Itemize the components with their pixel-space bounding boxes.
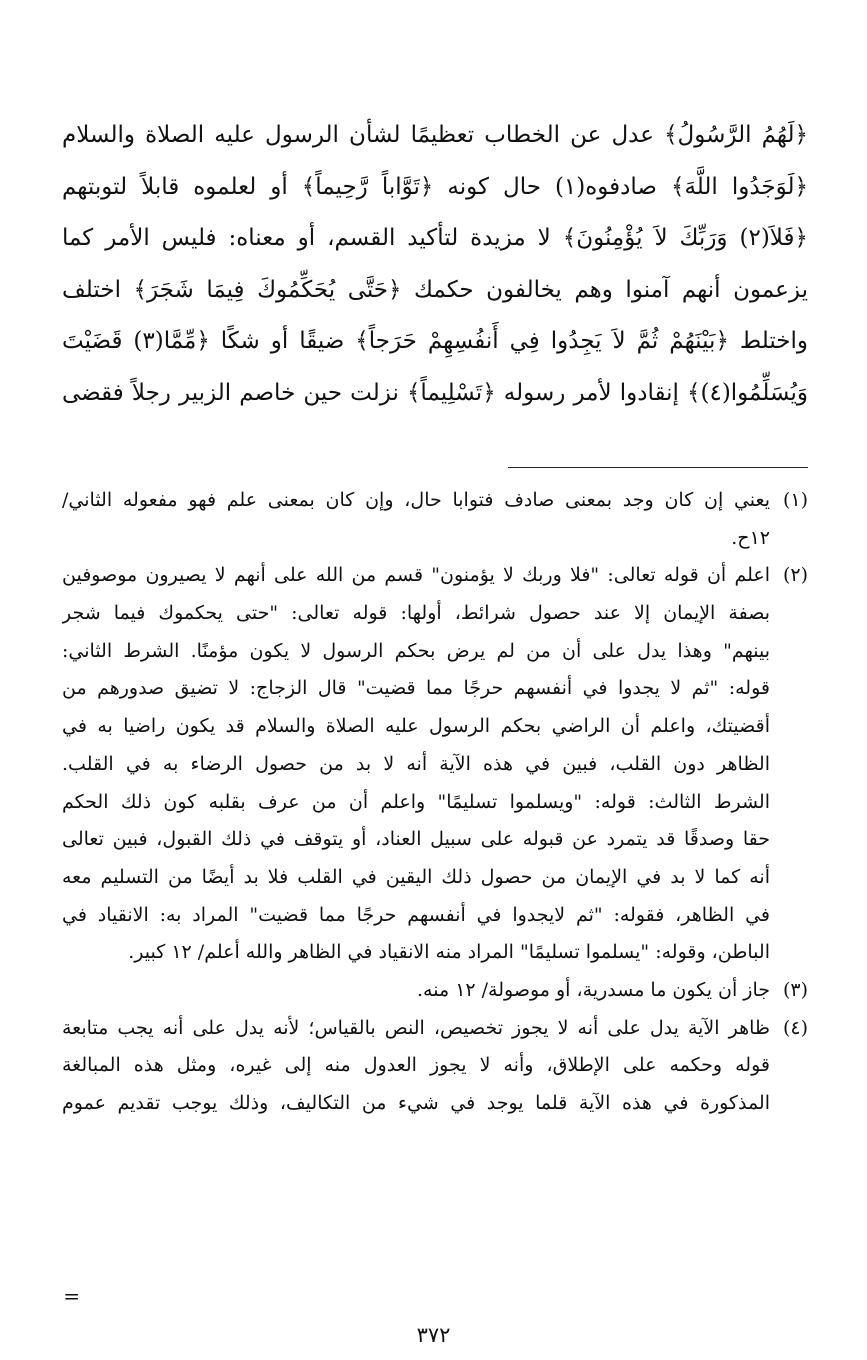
footnote-line: الشرط الثالث: قوله: "ويسلموا تسليمًا" واعلم أن من عرف بقلبه كون ذلك الحكم xyxy=(62,790,770,813)
continuation-mark: = xyxy=(63,1284,80,1308)
footnote-number: (٣) xyxy=(782,978,808,1001)
footnote-3 xyxy=(62,972,808,1010)
footnote-line: قوله وحكمه على الإطلاق، وأنه لا يجوز العدول منه إلى غيره، ومثل هذه المبالغة xyxy=(62,1054,770,1077)
footnote-1 xyxy=(62,482,808,557)
footnote-number: (٤) xyxy=(782,1016,808,1039)
footnotes xyxy=(62,482,808,1123)
main-text-line: ﴿فَلاَ(٢) وَرَبِّكَ لاَ يُؤْمِنُونَ﴾ لا مزيدة لتأكيد القسم، أو معناه: فليس الأمر كما xyxy=(62,225,808,251)
footnote-line: بصفة الإيمان إلا عند حصول شرائط، أولها: قوله تعالى: "حتى يحكموك فيما شجر xyxy=(62,602,770,625)
footnote-line: المذكورة في هذه الآية قلما يوجد في شيء من التكاليف، وذلك يوجب تقديم عموم xyxy=(62,1092,770,1114)
footnote-line: ظاهر الآية يدل على أنه لا يجوز تخصيص، النص بالقياس؛ لأنه يدل على أنه يجب متابعة xyxy=(62,1016,770,1039)
footnote-number: (١) xyxy=(782,489,808,511)
footnote-line: الظاهر دون القلب، فبين في هذه الآية أنه لا بد من حصول الرضاء به في القلب. xyxy=(62,752,770,775)
page-number: ٣٧٢ xyxy=(416,1323,451,1347)
main-text-line: ﴿لَوَجَدُوا اللَّهَ﴾ صادفوه(١) حال كونه ﴿تَوَّاباً رَّحِيماً﴾ أو لعلموه قابلاً لتوبتهم xyxy=(62,173,808,200)
footnote-line: اعلم أن قوله تعالى: "فلا وربك لا يؤمنون" قسم من الله على أنهم لا يصيرون موصوفين xyxy=(62,564,770,587)
footnote-line: جاز أن يكون ما مسدرية، أو موصولة/ ١٢ منه. xyxy=(417,978,770,1001)
footnote-line: في الظاهر، فقوله: "ثم لايجدوا في أنفسهم حرجًا مما قضيت" المراد به: الانقياد في xyxy=(62,903,770,926)
footnote-line: بينهم" وهذا يدل على أن من لم يرض بحكم الرسول لا يكون مؤمنًا. الشرط الثاني: xyxy=(62,639,770,662)
footnote-line: أقضيتك، واعلم أن الراضي بحكم الرسول عليه الصلاة والسلام قد يكون راضيا به في xyxy=(62,715,770,738)
footnote-line: ١٢ح. xyxy=(731,526,770,549)
footnote-line: الباطن، وقوله: "يسلموا تسليمًا" المراد منه الانقياد في الظاهر والله أعلم/ ١٢ كبير. xyxy=(128,941,770,964)
footnote-line: أنه كما لا بد في الإيمان من حصول ذلك اليقين في القلب فلا بد أيضًا من التسليم معه xyxy=(62,865,770,888)
footnote-line: حقا وصدقًا قد يتمرد عن قبوله على سبيل العناد، أو يتوقف في ذلك القبول، فبين تعالى xyxy=(62,828,770,851)
main-text-line: واختلط ﴿بَيْنَهُمْ ثُمَّ لاَ يَجِدُوا فِي أَنفُسِهِمْ حَرَجاً﴾ ضيقًا أو شكًا ﴿مِّمَّا(٣) قَضَيْتَ xyxy=(62,328,808,354)
footnote-2 xyxy=(62,557,808,972)
main-text-line: وَيُسَلِّمُوا(٤)﴾ إنقادوا لأمر رسوله ﴿تَسْلِيماً﴾ نزلت حين خاصم الزبير رجلاً فقضى xyxy=(62,379,808,406)
footnote-separator xyxy=(508,467,808,468)
main-text xyxy=(62,110,808,419)
footnote-line: قوله: "ثم لا يجدوا في أنفسهم حرجًا مما قضيت" قال الزجاج: لا تضيق صدورهم من xyxy=(62,677,770,700)
main-text-line: يزعمون أنهم آمنوا وهم يخالفون حكمك ﴿حَتَّى يُحَكِّمُوكَ فِيمَا شَجَرَ﴾ اختلف xyxy=(62,276,808,303)
footnote-number: (٢) xyxy=(782,564,808,587)
footnote-4 xyxy=(62,1010,808,1123)
footnote-line: يعني إن كان وجد بمعنى صادف فتوابا حال، وإن كان بمعنى علم فهو مفعوله الثاني/ xyxy=(62,489,770,511)
main-text-line: ﴿لَهُمُ الرَّسُولُ﴾ عدل عن الخطاب تعظيمًا لشأن الرسول عليه الصلاة والسلام xyxy=(62,122,808,148)
